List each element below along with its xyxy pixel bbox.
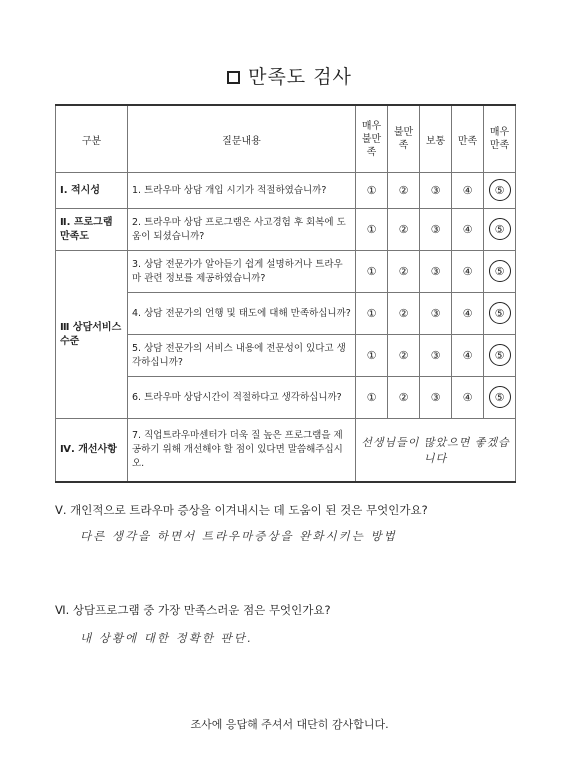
footer-thanks: 조사에 응답해 주셔서 대단히 감사합니다. xyxy=(190,718,389,731)
rating-option-2[interactable] xyxy=(388,293,420,335)
rating-option-label: ③ xyxy=(430,265,441,278)
rating-option-label: ① xyxy=(366,307,377,320)
rating-option-1[interactable] xyxy=(356,335,388,377)
satisfaction-table xyxy=(55,104,516,483)
rating-option-label: ② xyxy=(398,223,409,236)
section-6-handwritten-answer: 내 상황에 대한 정확한 판단. xyxy=(80,631,253,645)
row-category: Ⅰ. 적시성 xyxy=(56,173,128,209)
handwritten-circle-mark xyxy=(489,218,511,240)
rating-option-label: ④ xyxy=(462,391,473,404)
section-6-question: Ⅵ. 상담프로그램 중 가장 만족스러운 점은 무엇인가요? xyxy=(55,603,331,617)
rating-option-label: ② xyxy=(398,391,409,404)
handwritten-circle-mark xyxy=(489,386,511,408)
rating-option-5[interactable] xyxy=(484,335,516,377)
rating-option-label: ④ xyxy=(462,265,473,278)
header-row xyxy=(56,105,516,173)
rating-option-1[interactable] xyxy=(356,377,388,419)
rating-option-label: ② xyxy=(398,184,409,197)
rating-option-label: ① xyxy=(366,349,377,362)
table-row xyxy=(56,209,516,251)
rating-option-label: ⑤ xyxy=(495,184,505,197)
header-question: 질문내용 xyxy=(128,105,356,173)
rating-option-4[interactable] xyxy=(452,377,484,419)
rating-option-label: ③ xyxy=(430,307,441,320)
section-5-handwritten-answer: 다른 생각을 하면서 트라우마증상을 완화시키는 방법 xyxy=(80,529,397,543)
rating-option-label: ④ xyxy=(462,307,473,320)
rating-option-5[interactable] xyxy=(484,173,516,209)
handwritten-circle-mark xyxy=(489,179,511,201)
rating-option-1[interactable] xyxy=(356,209,388,251)
improvement-question: 7. 직업트라우마센터가 더욱 질 높은 프로그램을 제공하기 위해 개선해야 할 점이 있다면 말씀해주십시오. xyxy=(128,419,356,482)
rating-option-label: ④ xyxy=(462,223,473,236)
improvement-handwritten-answer: 선생님들이 많았으면 좋겠습니다 xyxy=(356,419,516,482)
rating-option-4[interactable] xyxy=(452,209,484,251)
row-question: 4. 상담 전문가의 언행 및 태도에 대해 만족하십니까? xyxy=(128,293,356,335)
row-category: Ⅲ 상담서비스 수준 xyxy=(56,251,128,419)
rating-option-label: ④ xyxy=(462,349,473,362)
rating-option-2[interactable] xyxy=(388,335,420,377)
rating-option-2[interactable] xyxy=(388,251,420,293)
rating-option-label: ③ xyxy=(430,391,441,404)
rating-option-label: ⑤ xyxy=(495,223,505,236)
row-question: 6. 트라우마 상담시간이 적절하다고 생각하십니까? xyxy=(128,377,356,419)
rating-option-4[interactable] xyxy=(452,251,484,293)
rating-option-2[interactable] xyxy=(388,209,420,251)
rating-option-4[interactable] xyxy=(452,335,484,377)
rating-option-1[interactable] xyxy=(356,293,388,335)
rating-option-label: ① xyxy=(366,391,377,404)
rating-option-4[interactable] xyxy=(452,173,484,209)
header-neutral: 보통 xyxy=(420,105,452,173)
rating-option-2[interactable] xyxy=(388,173,420,209)
rating-option-1[interactable] xyxy=(356,251,388,293)
rating-option-label: ③ xyxy=(430,184,441,197)
row-question: 2. 트라우마 상담 프로그램은 사고경험 후 회복에 도움이 되셨습니까? xyxy=(128,209,356,251)
rating-option-3[interactable] xyxy=(420,335,452,377)
rating-option-3[interactable] xyxy=(420,173,452,209)
rating-option-label: ④ xyxy=(462,184,473,197)
rating-option-label: ① xyxy=(366,223,377,236)
rating-option-5[interactable] xyxy=(484,251,516,293)
title-text: 만족도 검사 xyxy=(248,66,352,88)
rating-option-5[interactable] xyxy=(484,209,516,251)
handwritten-circle-mark xyxy=(489,344,511,366)
rating-option-3[interactable] xyxy=(420,251,452,293)
rating-option-2[interactable] xyxy=(388,377,420,419)
row-category: Ⅱ. 프로그램 만족도 xyxy=(56,209,128,251)
rating-option-label: ⑤ xyxy=(495,265,505,278)
rating-option-label: ⑤ xyxy=(495,391,505,404)
table-row xyxy=(56,173,516,209)
rating-option-5[interactable] xyxy=(484,293,516,335)
rating-option-label: ② xyxy=(398,307,409,320)
rating-option-3[interactable] xyxy=(420,377,452,419)
header-very-satisfied: 매우 만족 xyxy=(484,105,516,173)
rating-option-5[interactable] xyxy=(484,377,516,419)
rating-option-label: ③ xyxy=(430,349,441,362)
rating-option-3[interactable] xyxy=(420,209,452,251)
rating-option-label: ② xyxy=(398,265,409,278)
handwritten-circle-mark xyxy=(489,302,511,324)
header-category: 구분 xyxy=(56,105,128,173)
rating-option-1[interactable] xyxy=(356,173,388,209)
row-question: 1. 트라우마 상담 개입 시기가 적절하였습니까? xyxy=(128,173,356,209)
header-dissatisfied: 불만 족 xyxy=(388,105,420,173)
rating-option-label: ① xyxy=(366,184,377,197)
rating-option-label: ② xyxy=(398,349,409,362)
rating-option-label: ① xyxy=(366,265,377,278)
row-question: 5. 상담 전문가의 서비스 내용에 전문성이 있다고 생각하십니까? xyxy=(128,335,356,377)
rating-option-4[interactable] xyxy=(452,293,484,335)
checkbox-square-icon xyxy=(227,71,240,84)
section-5-question: Ⅴ. 개인적으로 트라우마 증상을 이겨내시는 데 도움이 된 것은 무엇인가요? xyxy=(55,503,428,517)
improvement-row xyxy=(56,419,516,482)
row-question: 3. 상담 전문가가 알아듣기 쉽게 설명하거나 트라우마 관련 정보를 제공하였습니까? xyxy=(128,251,356,293)
rating-option-label: ③ xyxy=(430,223,441,236)
handwritten-circle-mark xyxy=(489,260,511,282)
rating-option-3[interactable] xyxy=(420,293,452,335)
header-satisfied: 만족 xyxy=(452,105,484,173)
rating-option-label: ⑤ xyxy=(495,349,505,362)
table-row xyxy=(56,251,516,293)
header-very-dissatisfied: 매우 불만 족 xyxy=(356,105,388,173)
rating-option-label: ⑤ xyxy=(495,307,505,320)
improvement-category: Ⅳ. 개선사항 xyxy=(56,419,128,482)
page-title xyxy=(0,62,579,89)
